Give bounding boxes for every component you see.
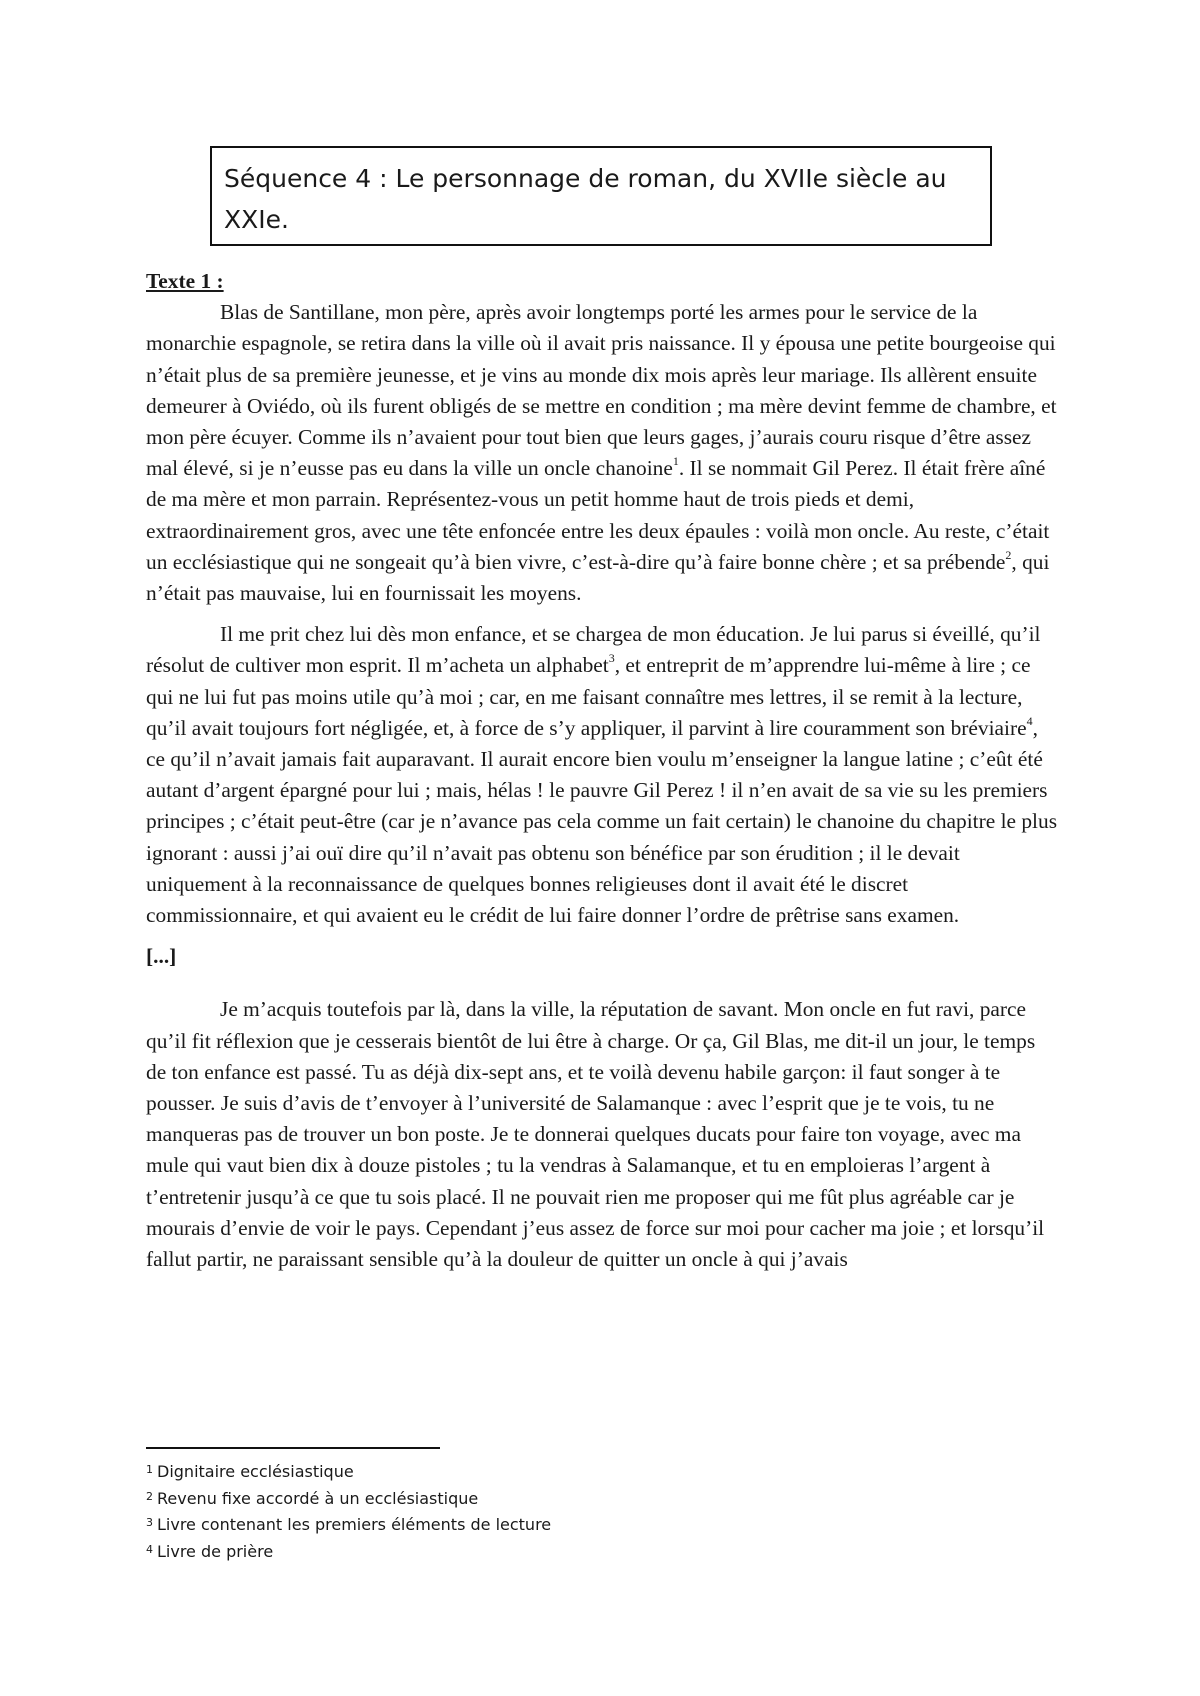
sequence-title-box: [210, 146, 992, 246]
paragraph-1-part-b: . Il se nommait Gil Perez. Il était frère aîné de ma mère et mon parrain. Représentez-vous un petit homme haut de trois pieds et demi, extraordinairement gros, avec une tête enfoncée entre les deux épaules : voilà mon oncle. Au reste, c’était un ecclésiastique qui ne songeait qu’à bien vivre, c’est-à-dire qu’à faire bonne chère ; et sa prébende: [146, 456, 1050, 574]
paragraph-2-part-c: , ce qu’il n’avait jamais fait auparavant. Il aurait encore bien voulu m’enseigner la langue latine ; c’eût été autant d’argent épargné pour lui ; mais, hélas ! le pauvre Gil Perez ! il n’en avait de sa vie su les premiers principes ; c’était peut-être (car je n’avance pas cela comme un fait certain) le chanoine du chapitre le plus ignorant : aussi j’ai ouï dire qu’il n’avait pas obtenu son bénéfice par son érudition ; il le devait uniquement à la reconnaissance de quelques bonnes religieuses dont il avait été le discret commissionnaire, et qui avaient eu le crédit de lui faire donner l’ordre de prêtrise sans examen.: [146, 715, 1058, 928]
footnote-number: 3: [146, 1516, 153, 1529]
footnotes: [146, 1458, 946, 1564]
footnote-item: [146, 1511, 946, 1538]
footnote-divider: [146, 1447, 440, 1449]
text-body: [146, 266, 1060, 1275]
footnote-number: 1: [146, 1463, 153, 1476]
paragraph-1-part-a: Blas de Santillane, mon père, après avoir longtemps porté les armes pour le service de la monarchie espagnole, se retira dans la ville où il avait pris naissance. Il y épousa une petite bourgeoise qui n’était plus de sa première jeunesse, et je vins au monde dix mois après leur mariage. Ils allèrent ensuite demeurer à Oviédo, où ils furent obligés de se mettre en condition ; ma mère devint femme de chambre, et mon père écuyer. Comme ils n’avaient pour tout bien que leurs gages, j’aurais couru risque d’être assez mal élevé, si je n’eusse pas eu dans la ville un oncle chanoine: [146, 300, 1057, 481]
footnote-ref-3: 3: [608, 651, 615, 666]
paragraph-1: [146, 297, 1060, 609]
footnote-number: 2: [146, 1489, 153, 1503]
footnote-item: [146, 1458, 946, 1485]
footnote-ref-1: 1: [672, 454, 679, 469]
paragraph-2-part-a: Il me prit chez lui dès mon enfance, et se chargea de mon éducation. Je lui parus si éveillé, qu’il résolut de cultiver mon esprit. Il m’acheta un alphabet: [146, 622, 1041, 678]
paragraph-2: [146, 619, 1060, 931]
footnote-item: [146, 1485, 946, 1512]
paragraph-1-part-c: , qui n’était pas mauvaise, lui en fournissait les moyens.: [146, 549, 1050, 606]
text-label: Texte 1 :: [146, 269, 224, 293]
footnote-text: Livre contenant les premiers éléments de lecture: [157, 1515, 552, 1534]
footnote-ref-2: 2: [1005, 547, 1012, 562]
footnote-text: Dignitaire ecclésiastique: [157, 1462, 354, 1481]
footnote-number: 4: [146, 1542, 153, 1556]
omission-marker: [...]: [146, 944, 177, 969]
footnote-text: Livre de prière: [157, 1541, 274, 1561]
footnote-ref-4: 4: [1026, 713, 1033, 728]
paragraph-2-part-b: , et entreprit de m’apprendre lui-même à lire ; ce qui ne lui fut pas moins utile qu’à moi ; car, en me faisant connaître mes lettres, il se remit à la lecture, qu’il avait toujours fort négligée, et, à force de s’y appliquer, il parvint à lire couramment son bréviaire: [146, 653, 1031, 740]
paragraph-3: Je m’acquis toutefois par là, dans la ville, la réputation de savant. Mon oncle en fut ravi, parce qu’il fit réflexion que je cesserais bientôt de lui être à charge. Or ça, Gil Blas, me dit-il un jour, le temps de ton enfance est passé. Tu as déjà dix-sept ans, et te voilà devenu habile garçon: il faut songer à te pousser. Je suis d’avis de t’envoyer à l’université de Salamanque : avec l’esprit que je te vois, tu ne manqueras pas de trouver un bon poste. Je te donnerai quelques ducats pour faire ton voyage, avec ma mule qui vaut bien dix à douze pistoles ; tu la vendras à Salamanque, et tu en emploieras l’argent à t’entretenir jusqu’à ce que tu sois placé. Il ne pouvait rien me proposer qui me fût plus agréable car je mourais d’envie de voir le pays. Cependant j’eus assez de force sur moi pour cacher ma joie ; et lorsqu’il fallut partir, ne paraissant sensible qu’à la douleur de quitter un oncle à qui j’avais: [146, 997, 1045, 1272]
footnote-item: [146, 1538, 946, 1565]
footnote-text: Revenu fixe accordé à un ecclésiastique: [157, 1488, 479, 1508]
sequence-title: Séquence 4 : Le personnage de roman, du XVIIe siècle au XXIe.: [224, 164, 947, 234]
